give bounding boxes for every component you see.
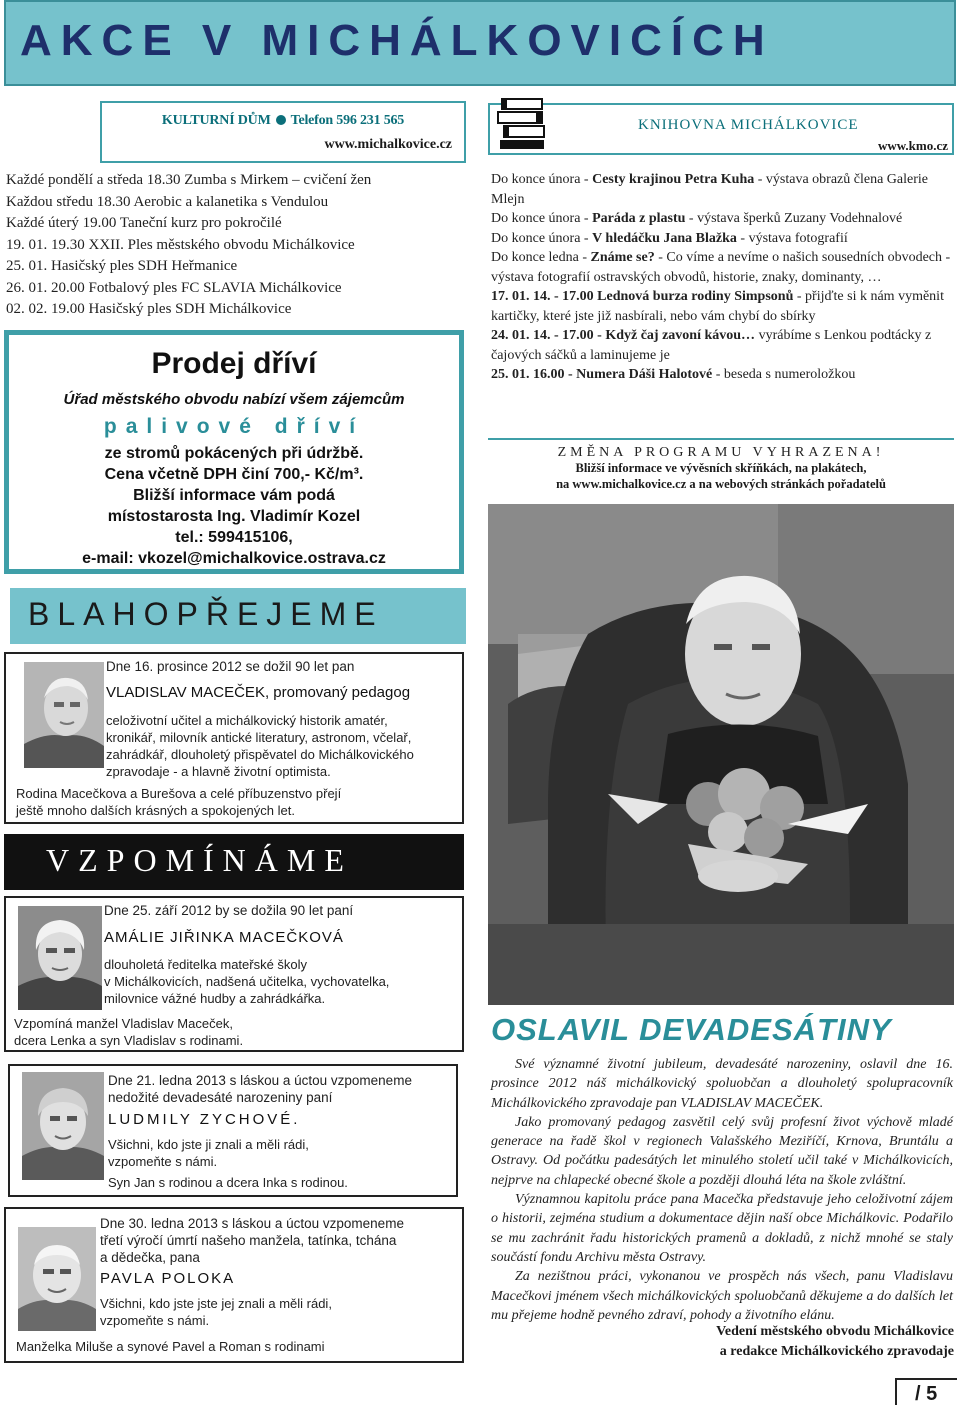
vzpominame-card-1-intro: Dne 25. září 2012 by se dožila 90 let paní [104, 903, 354, 918]
vzpominame-card-3-intro: a dědečka, pana [100, 1250, 200, 1265]
oslavil-signature [560, 1322, 954, 1362]
knihovna-event: Do konce ledna - Známe se? - Co víme a nevíme o našich sousedních obvodech - výstava fotografií ostravských obvodů, historie, znaky, dominanty, … [491, 250, 951, 285]
blahoprejeme-wish-line: ještě mnoho dalších krásných a spokojených let. [16, 803, 295, 818]
prodej-drivi-subtitle: Úřad městského obvodu nabízí všem zájemcům [63, 391, 405, 408]
knihovna-event: Do konce února - V hledáčku Jana Blažka - výstava fotografií [491, 230, 848, 246]
blahoprejeme-desc-line: celoživotní učitel a michálkovický historik amatér, [106, 713, 388, 728]
portrait-photo [18, 1227, 96, 1331]
kulturni-dum-header [102, 113, 464, 129]
oslavil-paragraph: Jako promovaný pedagog zasvětil celý svůj profesní život výchově mladé generace na řadě škol v regionech Valašského Meziříčí, Krnova, Bruntálu a Ostravy. Od počátku padesátých let minulého století učil také v Michálkovicích, nejprve na chlapecké obecné škole a později dlouhá léta na škole zvláštní. [491, 1114, 953, 1188]
oslavil-paragraph: Za nezištnou práci, vykonanou ve prospěch nás všech, panu Vladislavu Macečkovi jménem všech michálkovických spoluobčanů děkujeme a do dalších let mu přejeme hodně pevného zdraví, pohody a životního elánu. [491, 1269, 953, 1323]
vzpominame-card-3-intro: Dne 30. ledna 2013 s láskou a úctou vzpomeneme [100, 1216, 404, 1231]
prodej-drivi-box [4, 330, 464, 574]
event-item: Každé pondělí a středa 18.30 Zumba s Mirkem – cvičení žen [6, 172, 372, 188]
oslavil-signature-line: a redakce Michálkovického zpravodaje [719, 1344, 954, 1359]
event-item: 02. 02. 19.00 Hasičský ples SDH Michálkovice [6, 301, 292, 317]
vzpominame-card-2-desc: vzpomeňte s námi. [108, 1154, 218, 1169]
blahoprejeme-heading-bar [10, 588, 466, 644]
knihovna-web-link[interactable]: www.kmo.cz [877, 138, 948, 153]
vzpominame-card-3 [4, 1207, 464, 1363]
vzpominame-card-2 [8, 1064, 458, 1197]
knihovna-event: 24. 01. 14. - 17.00 - Když čaj zavoní kávou… vyrábíme s Lenkou podtácky z čajových sáčků a laminujeme je [491, 328, 932, 363]
vzpominame-card-1-desc: dlouholetá ředitelka mateřské školy [104, 957, 308, 972]
event-item: 19. 01. 19.30 XXII. Ples městského obvodu Michálkovice [6, 236, 355, 253]
prodej-drivi-highlight: palivové dříví [103, 415, 365, 438]
zmena-programu-title: ZMĚNA PROGRAMU VYHRAZENA! [557, 445, 885, 460]
zmena-programu-line: Bližší informace ve vývěsních skříňkách, na plakátech, [575, 461, 867, 475]
oslavil-signature-line: Vedení městského obvodu Michálkovice [716, 1324, 954, 1339]
page-number-box [895, 1378, 957, 1405]
zmena-programu-box [488, 438, 954, 496]
masthead [4, 0, 956, 86]
vzpominame-card-1 [4, 896, 464, 1052]
kulturni-dum-phone: Telefon 596 231 565 [290, 113, 405, 128]
kulturni-dum-header-box [100, 101, 466, 163]
vzpominame-heading-bar [4, 834, 464, 890]
vzpominame-card-3-name: PAVLA POLOKA [100, 1270, 236, 1287]
knihovna-event: 25. 01. 16.00 - Numera Dáši Halotové - beseda s numeroložkou [491, 367, 856, 382]
portrait-photo [24, 662, 104, 768]
vzpominame-card-1-name: AMÁLIE JIŘINKA MACEČKOVÁ [104, 929, 344, 946]
blahoprejeme-intro: Dne 16. prosince 2012 se dožil 90 let pan [106, 659, 355, 674]
vzpominame-card-1-desc: v Michálkovicích, nadšená učitelka, vychovatelka, [104, 974, 390, 989]
knihovna-event: Do konce února - Cesty krajinou Petra Kuha - výstava obrazů člena Galerie Mlejn [491, 172, 928, 207]
vzpominame-card-3-intro: třetí výročí úmrtí našeho manžela, tatínka, tchána [100, 1233, 397, 1248]
page-number: / 5 [915, 1383, 938, 1405]
portrait-photo [22, 1072, 104, 1180]
books-icon [496, 95, 550, 156]
knihovna-events [491, 170, 953, 385]
blahoprejeme-name: VLADISLAV MACEČEK, promovaný pedagog [106, 684, 411, 701]
blahoprejeme-desc-line: zpravodaje - a hlavně životní optimista. [106, 764, 331, 779]
vzpominame-heading: VZPOMÍNÁME [46, 842, 353, 878]
blahoprejeme-card [4, 652, 464, 824]
oslavil-title: OSLAVIL DEVADESÁTINY [491, 1012, 892, 1047]
oslavil-article [491, 1055, 953, 1325]
blahoprejeme-heading: BLAHOPŘEJEME [28, 596, 384, 632]
vzpominame-card-2-footer: Syn Jan s rodinou a dcera Inka s rodinou. [108, 1175, 348, 1190]
kulturni-dum-events [6, 170, 466, 321]
knihovna-header-box [488, 103, 954, 155]
vzpominame-card-1-footer: Vzpomíná manžel Vladislav Maceček, [14, 1016, 233, 1031]
oslavil-paragraph: Své významné životní jubileum, devadesáté narozeniny, oslavil dne 16. prosince 2012 náš michálkovický spoluobčan a dlouholetý spolupracovník Michálkovického zpravodaje pan VLADISLAV MACEČEK. [491, 1057, 953, 1111]
vzpominame-card-3-desc: vzpomeňte s námi. [100, 1313, 210, 1328]
knihovna-event: 17. 01. 14. - 17.00 Lednová burza rodiny Simpsonů - přijďte si k nám vyměnit kartičky, které jste již nasbírali, nebo vám chybí do sbírky [491, 289, 944, 324]
prodej-drivi-line: tel.: 599415106, [175, 529, 293, 546]
vzpominame-card-2-intro: nedožité devadesáté narozeniny paní [108, 1090, 333, 1105]
event-item: Každé úterý 19.00 Taneční kurz pro pokročilé [6, 215, 282, 231]
kulturni-dum-web-link[interactable]: www.michalkovice.cz [324, 137, 452, 152]
vzpominame-card-3-desc: Všichni, kdo jste jste jej znali a měli rádi, [100, 1296, 332, 1311]
vzpominame-card-2-desc: Všichni, kdo jste ji znali a měli rádi, [108, 1137, 309, 1152]
vzpominame-card-3-footer: Manželka Miluše a synové Pavel a Roman s rodinami [16, 1339, 325, 1354]
blahoprejeme-desc-line: zahrádkář, dlouholetý přispěvatel do Michálkovického [106, 747, 414, 762]
masthead-title: AKCE V MICHÁLKOVICÍCH [20, 16, 774, 65]
vzpominame-card-1-footer: dcera Lenka a syn Vladislav s rodinami. [14, 1033, 244, 1048]
prodej-drivi-line: Cena včetně DPH činí 700,- Kč/m³. [104, 466, 364, 483]
vzpominame-card-2-intro: Dne 21. ledna 2013 s láskou a úctou vzpomeneme [108, 1073, 412, 1088]
vzpominame-card-2-name: LUDMILY ZYCHOVÉ. [108, 1111, 301, 1128]
kulturni-dum-name: KULTURNÍ DŮM [161, 113, 271, 128]
knihovna-event: Do konce února - Paráda z plastu - výstava šperků Zuzany Vodehnalové [491, 211, 903, 226]
vzpominame-card-1-desc: milovnice vážné hudby a zahrádkářka. [104, 991, 326, 1006]
event-item: 26. 01. 20.00 Fotbalový ples FC SLAVIA Michálkovice [6, 279, 342, 296]
prodej-drivi-line: místostarosta Ing. Vladimír Kozel [107, 508, 361, 525]
oslavil-paragraph: Významnou kapitolu práce pana Macečka představuje jeho celoživotní zájem o historii, zejména studium a dokumentace dějin naší obce Michálkovic. Podařilo se mu zachránit řadu historických pramenů a dokladů, z nichž mnohé se staly součástí fondu Archivu města Ostravy. [491, 1192, 953, 1265]
portrait-photo [18, 906, 102, 1010]
jubilant-photo [488, 504, 954, 1005]
knihovna-header: KNIHOVNA MICHÁLKOVICE [638, 117, 859, 133]
blahoprejeme-desc-line: kronikář, milovník antické literatury, astronom, včelař, [106, 730, 412, 745]
bullet-icon [276, 115, 286, 125]
event-item: 25. 01. Hasičský ples SDH Heřmanice [6, 258, 238, 274]
prodej-drivi-line: ze stromů pokácených při údržbě. [104, 445, 364, 462]
prodej-drivi-title: Prodej dříví [151, 347, 317, 380]
event-item: Každou středu 18.30 Aerobic a kalanetika s Vendulou [6, 193, 329, 210]
prodej-drivi-email: e-mail: vkozel@michalkovice.ostrava.cz [82, 550, 386, 567]
zmena-programu-line: na www.michalkovice.cz a na webových stránkách pořadatelů [556, 477, 886, 491]
prodej-drivi-line: Bližší informace vám podá [133, 487, 335, 504]
blahoprejeme-wish-line: Rodina Macečkova a Burešova a celé příbuzenstvo přejí [16, 786, 342, 801]
